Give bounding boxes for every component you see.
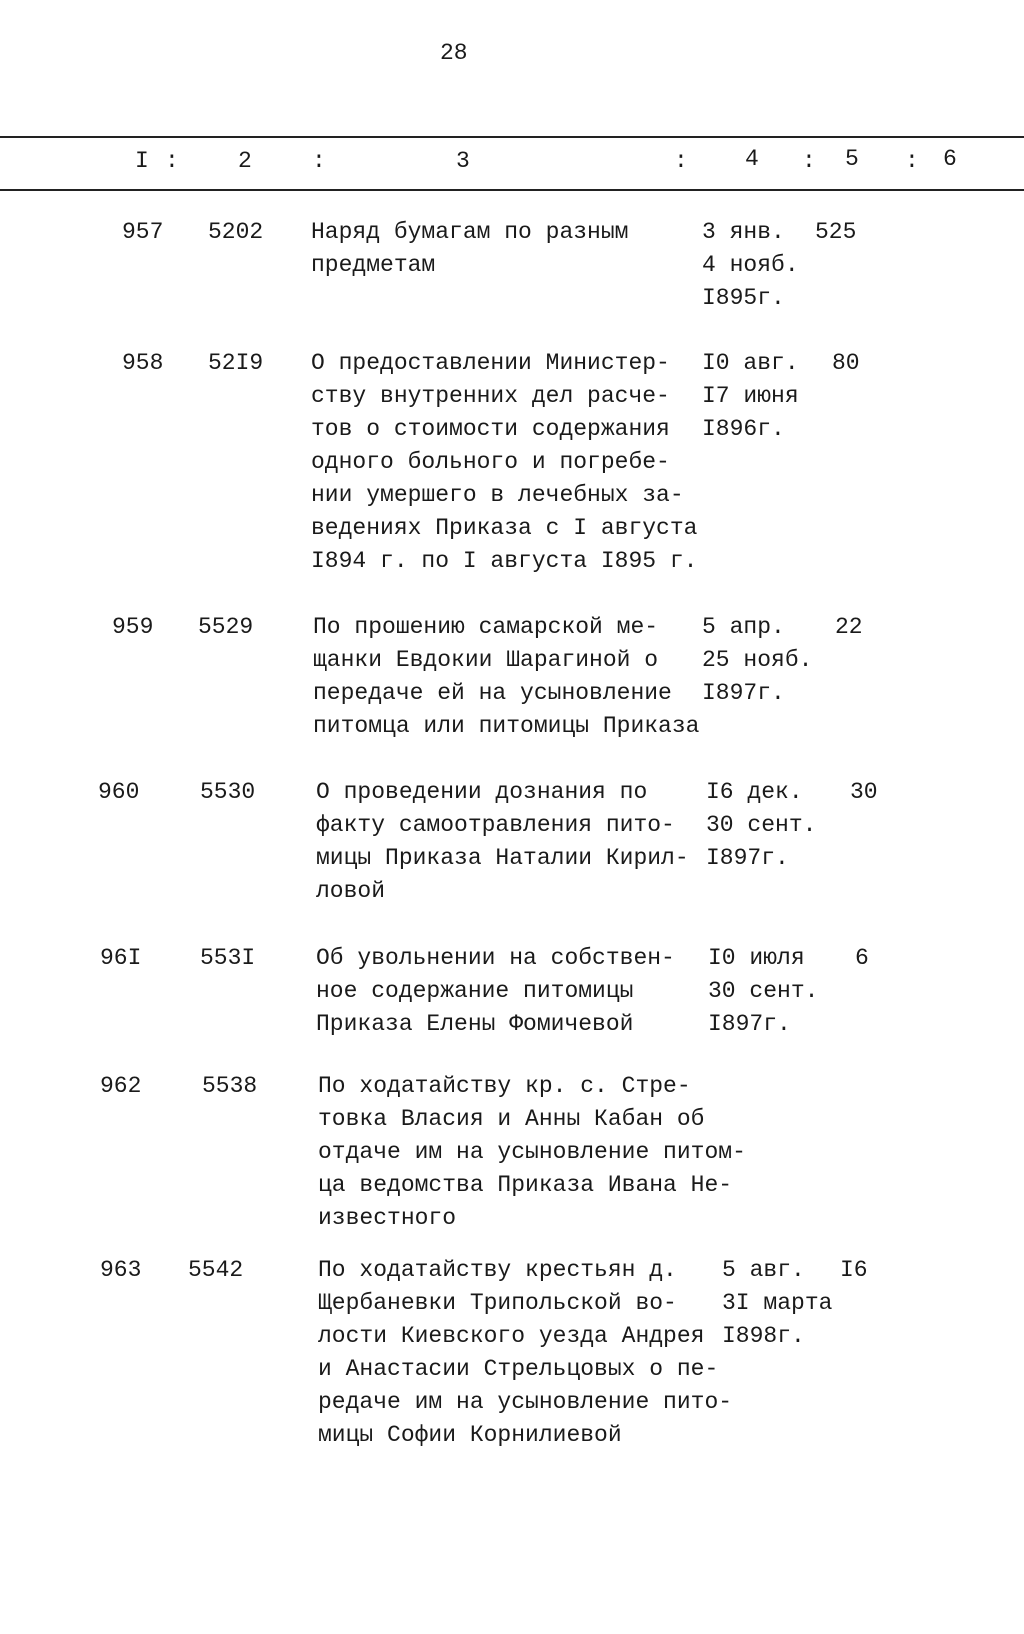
title-line: мицы Приказа Наталии Кирил-	[316, 845, 689, 871]
fond-number: 5530	[200, 779, 256, 805]
case-title	[311, 347, 697, 578]
case-title	[313, 611, 699, 743]
date-line: I0 июля	[708, 945, 805, 971]
sheet-count: 6	[855, 945, 869, 971]
title-line: факту самоотравления пито-	[316, 812, 675, 838]
title-line: По прошению самарской ме-	[313, 614, 659, 640]
case-dates	[702, 216, 799, 315]
date-line: 30 сент.	[706, 812, 817, 838]
date-line: I897г.	[708, 1011, 791, 1037]
title-line: Приказа Елены Фомичевой	[316, 1011, 634, 1037]
date-line: I7 июня	[702, 383, 799, 409]
header-col-1: I	[135, 148, 149, 174]
row-number: 959	[112, 614, 154, 640]
date-line: I898г.	[722, 1323, 805, 1349]
date-line: I897г.	[702, 680, 785, 706]
title-line: тов о стоимости содержания	[311, 416, 670, 442]
title-line: О проведении дознания по	[316, 779, 648, 805]
case-title	[316, 942, 675, 1041]
header-sep: :	[165, 148, 179, 174]
header-col-5: 5	[845, 146, 859, 172]
title-line: ловой	[316, 878, 386, 904]
case-dates	[708, 942, 818, 1041]
case-title	[316, 776, 689, 908]
title-line: I894 г. по I августа I895 г.	[311, 548, 698, 574]
case-dates	[722, 1254, 832, 1353]
row-number: 960	[98, 779, 140, 805]
title-line: ца ведомства Приказа Ивана Не-	[318, 1172, 733, 1198]
header-top-rule	[0, 136, 1024, 138]
title-line: ведениях Приказа с I августа	[311, 515, 698, 541]
page-number: 28	[440, 40, 468, 66]
fond-number: 5538	[202, 1073, 258, 1099]
sheet-count: I6	[840, 1257, 868, 1283]
date-line: 4 нояб.	[702, 252, 799, 278]
title-line: щанки Евдокии Шарагиной о	[313, 647, 659, 673]
title-line: лости Киевского уезда Андрея	[318, 1323, 705, 1349]
title-line: По ходатайству кр. с. Стре-	[318, 1073, 691, 1099]
title-line: Щербаневки Трипольской во-	[318, 1290, 677, 1316]
fond-number: 5529	[198, 614, 254, 640]
sheet-count: 525	[815, 219, 857, 245]
case-dates	[702, 611, 812, 710]
title-line: редаче им на усыновление пито-	[318, 1389, 733, 1415]
date-line: 5 апр.	[702, 614, 785, 640]
fond-number: 553I	[200, 945, 256, 971]
title-line: и Анастасии Стрельцовых о пе-	[318, 1356, 719, 1382]
header-col-2: 2	[238, 148, 252, 174]
title-line: Об увольнении на собствен-	[316, 945, 675, 971]
header-sep: :	[674, 148, 688, 174]
case-dates	[702, 347, 799, 446]
title-line: одного больного и погребе-	[311, 449, 670, 475]
header-bottom-rule	[0, 189, 1024, 191]
case-title	[318, 1254, 732, 1452]
title-line: предметам	[311, 252, 436, 278]
row-number: 96I	[100, 945, 142, 971]
date-line: I897г.	[706, 845, 789, 871]
header-col-6: 6	[943, 146, 957, 172]
header-sep: :	[802, 148, 816, 174]
title-line: ное содержание питомицы	[316, 978, 634, 1004]
case-dates	[706, 776, 816, 875]
title-line: мицы Софии Корнилиевой	[318, 1422, 622, 1448]
date-line: 3 янв.	[702, 219, 785, 245]
header-sep: :	[905, 148, 919, 174]
date-line: I896г.	[702, 416, 785, 442]
date-line: 30 сент.	[708, 978, 819, 1004]
case-title	[311, 216, 628, 282]
row-number: 957	[122, 219, 164, 245]
title-line: О предоставлении Министер-	[311, 350, 670, 376]
title-line: питомца или питомицы Приказа	[313, 713, 700, 739]
date-line: I6 дек.	[706, 779, 803, 805]
date-line: 5 авг.	[722, 1257, 805, 1283]
date-line: 25 нояб.	[702, 647, 813, 673]
title-line: передаче ей на усыновление	[313, 680, 672, 706]
row-number: 962	[100, 1073, 142, 1099]
date-line: 3I марта	[722, 1290, 833, 1316]
fond-number: 5202	[208, 219, 264, 245]
title-line: ству внутренних дел расче-	[311, 383, 670, 409]
title-line: Наряд бумагам по разным	[311, 219, 629, 245]
title-line: отдаче им на усыновление питом-	[318, 1139, 746, 1165]
sheet-count: 30	[850, 779, 878, 805]
title-line: По ходатайству крестьян д.	[318, 1257, 677, 1283]
header-col-3: 3	[456, 148, 470, 174]
date-line: I895г.	[702, 285, 785, 311]
title-line: нии умершего в лечебных за-	[311, 482, 684, 508]
row-number: 958	[122, 350, 164, 376]
row-number: 963	[100, 1257, 142, 1283]
date-line: I0 авг.	[702, 350, 799, 376]
sheet-count: 22	[835, 614, 863, 640]
fond-number: 52I9	[208, 350, 264, 376]
title-line: товка Власия и Анны Кабан об	[318, 1106, 705, 1132]
case-title	[318, 1070, 746, 1235]
title-line: известного	[318, 1205, 457, 1231]
sheet-count: 80	[832, 350, 860, 376]
header-col-4: 4	[745, 146, 759, 172]
fond-number: 5542	[188, 1257, 244, 1283]
header-sep: :	[312, 148, 326, 174]
